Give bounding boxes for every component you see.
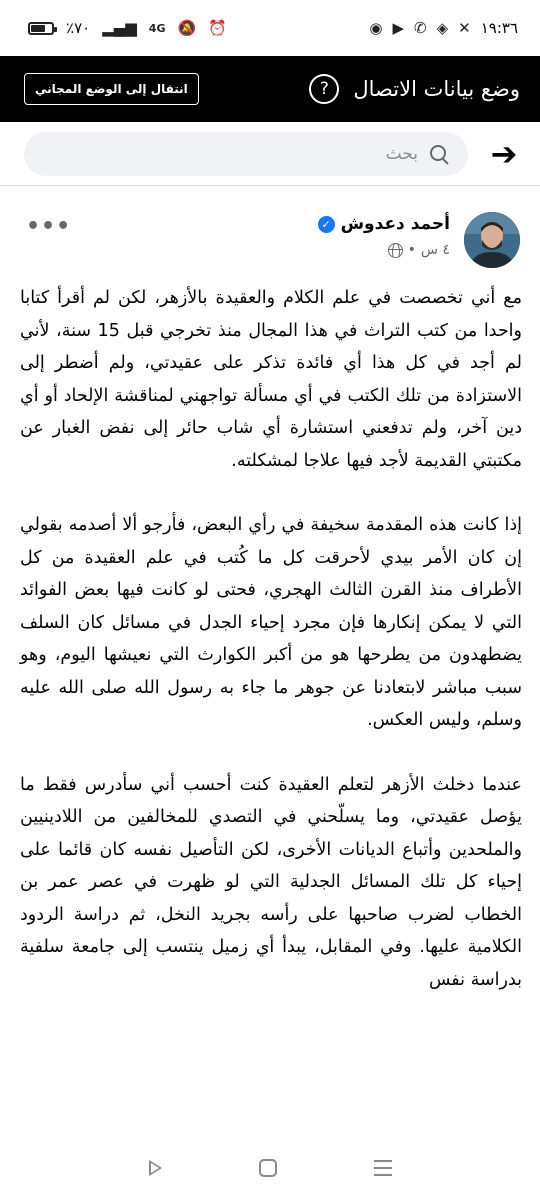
search-icon — [428, 143, 450, 165]
switch-to-free-mode-button[interactable]: انتقال إلى الوضع المجاني — [24, 73, 199, 105]
youtube-icon: ▶ — [392, 18, 405, 37]
nav-back-icon[interactable] — [149, 1160, 162, 1176]
avatar-image — [464, 212, 520, 268]
search-bar-row — [0, 122, 540, 186]
avatar[interactable] — [464, 212, 520, 268]
post-header — [0, 200, 540, 280]
alarm-icon: ⏰ — [208, 18, 227, 37]
status-bar-notifications — [369, 19, 518, 37]
post-paragraph: عندما دخلث الأزهر لتعلم العقيدة كنت أحسب أني سأدرس فقط ما يؤصل عقيدتي، وما يسلّحني في التصدي للمخالفين من اللادينيين والملحدين وأتباع الديانات الأخرى، لكن التأصيل نفسه كان قائما على إحياء كل تلك المسائل الجدلية التي لو ظهرت في عصر عمر بن الخطاب لضرب صاحبها على رأسه بجريد النخل، ثم دراسة الردود الكلامية عليها. وفي المقابل، يبدأ أي زميل ينتسب إلى جامعة سلفية بدراسة نفس — [20, 774, 522, 990]
search-input[interactable] — [298, 144, 418, 164]
more-icon[interactable]: ••• — [26, 214, 72, 239]
verified-icon: ✓ — [318, 216, 335, 233]
clock: ١٩:٣٦ — [480, 19, 518, 37]
signal-icon: ▂▄▆ — [102, 18, 137, 37]
network-type: 4G — [148, 21, 166, 35]
shield-icon: ◈ — [436, 18, 449, 37]
status-bar — [0, 0, 540, 56]
author-block — [318, 214, 450, 258]
system-navigation-bar — [0, 1136, 540, 1200]
banner-title: وضع بيانات الاتصال — [353, 77, 520, 101]
battery-text: ٪٧٠ — [66, 19, 91, 37]
banner-title-group — [309, 74, 520, 104]
app-notification-icon: ◉ — [369, 18, 383, 37]
battery-level — [31, 25, 45, 32]
battery-icon — [28, 22, 54, 35]
post-body — [20, 282, 522, 1028]
author-name[interactable]: أحمد دعدوش — [340, 214, 450, 234]
phone-icon: ✆ — [414, 18, 427, 37]
post-meta — [318, 242, 450, 258]
mute-icon: 🔕 — [177, 18, 197, 37]
arrow-right-icon[interactable]: ➔ — [490, 134, 518, 173]
wifi-off-icon: ✕ — [458, 18, 471, 37]
search-box[interactable] — [24, 132, 468, 176]
nav-home-icon[interactable] — [259, 1159, 277, 1177]
author-line — [318, 214, 450, 234]
help-icon[interactable]: ? — [309, 74, 339, 104]
globe-icon[interactable] — [388, 243, 403, 258]
post-paragraph: مع أني تخصصت في علم الكلام والعقيدة بالأزهر، لكن لم أقرأ كتابا واحدا من كتب التراث في هذا المجال منذ تخرجي قبل 15 سنة، لأني لم أجد في كل هذا أي فائدة تذكر على عقيدتي، ولم أضطر إلى الاستزادة من تلك الكتب في أي مسألة تواجهني لمناقشة الإلحاد أو أي دين آخر، ولم تدفعني استشارة أي شاب حائر إلى نفض الغبار عن مكتبتي القديمة لأجد فيها علاجا لمشكلته. — [20, 288, 522, 471]
nav-recent-apps-icon[interactable] — [374, 1160, 392, 1176]
meta-separator: • — [407, 242, 416, 258]
post-time[interactable]: ٤ س — [420, 242, 450, 258]
data-mode-banner — [0, 56, 540, 122]
status-bar-system — [28, 19, 227, 37]
post-paragraph: إذا كانت هذه المقدمة سخيفة في رأي البعض، فأرجو ألا أصدمه بقولي إن كان الأمر بيدي لأحرقت كل ما كُتب في علم العقيدة من كل الأطراف منذ القرن الثالث الهجري، فحتى لو كانت فيها بعض الفوائد التي لا يمكن إنكارها فإن مجرد إحياء الجدل في مسائل كان السلف يضطهدون من يطرحها هو من أكبر الكوارث التي نعيشها اليوم، وهو سبب مباشر لابتعادنا عن جوهر ما جاء به رسول الله صلى الله عليه وسلم، وليس العكس. — [20, 515, 522, 730]
